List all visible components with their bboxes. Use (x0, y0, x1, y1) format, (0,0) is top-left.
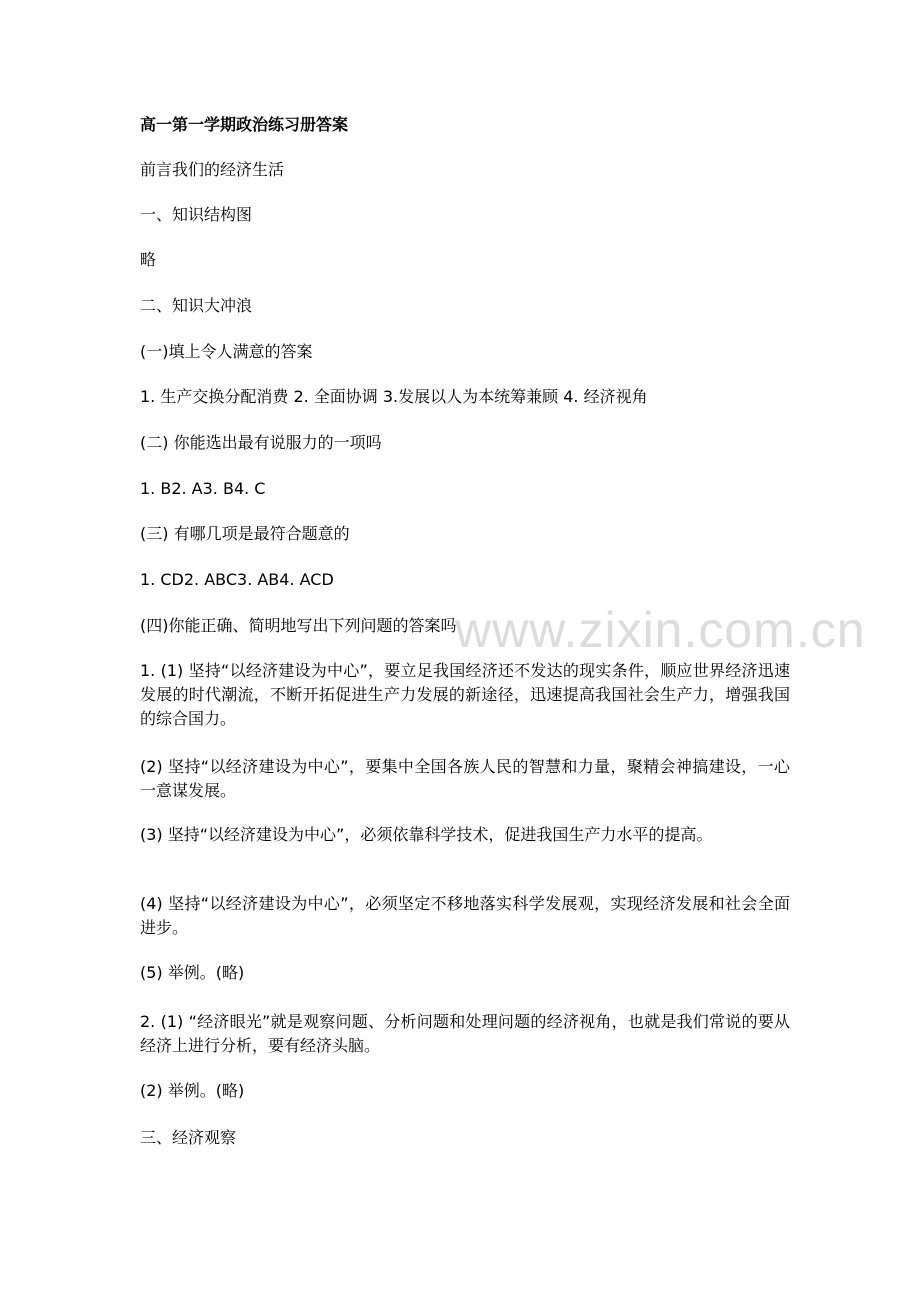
question-2-point-1: 2. (1) “经济眼光”就是观察问题、分析问题和处理问题的经济视角，也就是我们常说的要从经济上进行分析，要有经济头脑。 (140, 1012, 790, 1055)
question-1-point-4: (4) 坚持“以经济建设为中心”，必须坚定不移地落实科学发展观，实现经济发展和社会全面进步。 (140, 894, 790, 937)
preface-heading: 前言我们的经济生活 (140, 160, 285, 179)
part-3-answer: 1. CD2. ABC3. AB4. ACD (140, 570, 334, 589)
question-2-point-2: (2) 举例。(略) (140, 1081, 245, 1100)
question-1-point-3: (3) 坚持“以经济建设为中心”，必须依靠科学技术，促进我国生产力水平的提高。 (140, 825, 713, 844)
section-1-answer: 略 (140, 250, 157, 269)
part-1-answer: 1. 生产交换分配消费 2. 全面协调 3.发展以人为本统筹兼顾 4. 经济视角 (140, 387, 648, 406)
question-1-point-5: (5) 举例。(略) (140, 963, 245, 982)
question-1-point-2: (2) 坚持“以经济建设为中心”，要集中全国各族人民的智慧和力量，聚精会神搞建设，一心一意谋发展。 (140, 757, 790, 800)
part-2-answer: 1. B2. A3. B4. C (140, 479, 266, 498)
section-3-heading: 三、经济观察 (140, 1128, 237, 1147)
part-1-heading: (一)填上令人满意的答案 (140, 342, 313, 361)
part-3-heading: (三) 有哪几项是最符合题意的 (140, 524, 350, 543)
part-2-heading: (二) 你能选出最有说服力的一项吗 (140, 433, 382, 452)
question-1-point-1: 1. (1) 坚持“以经济建设为中心”，要立足我国经济还不发达的现实条件，顺应世界经济迅速发展的时代潮流，不断开拓促进生产力发展的新途径，迅速提高我国社会生产力，增强我国的综合国力。 (140, 661, 790, 728)
watermark: www.zixin.com.cn (455, 602, 866, 658)
document-title: 高一第一学期政治练习册答案 (140, 115, 349, 134)
section-1-heading: 一、知识结构图 (140, 205, 253, 224)
section-2-heading: 二、知识大冲浪 (140, 296, 253, 315)
part-4-heading: (四)你能正确、简明地写出下列问题的答案吗 (140, 616, 457, 635)
